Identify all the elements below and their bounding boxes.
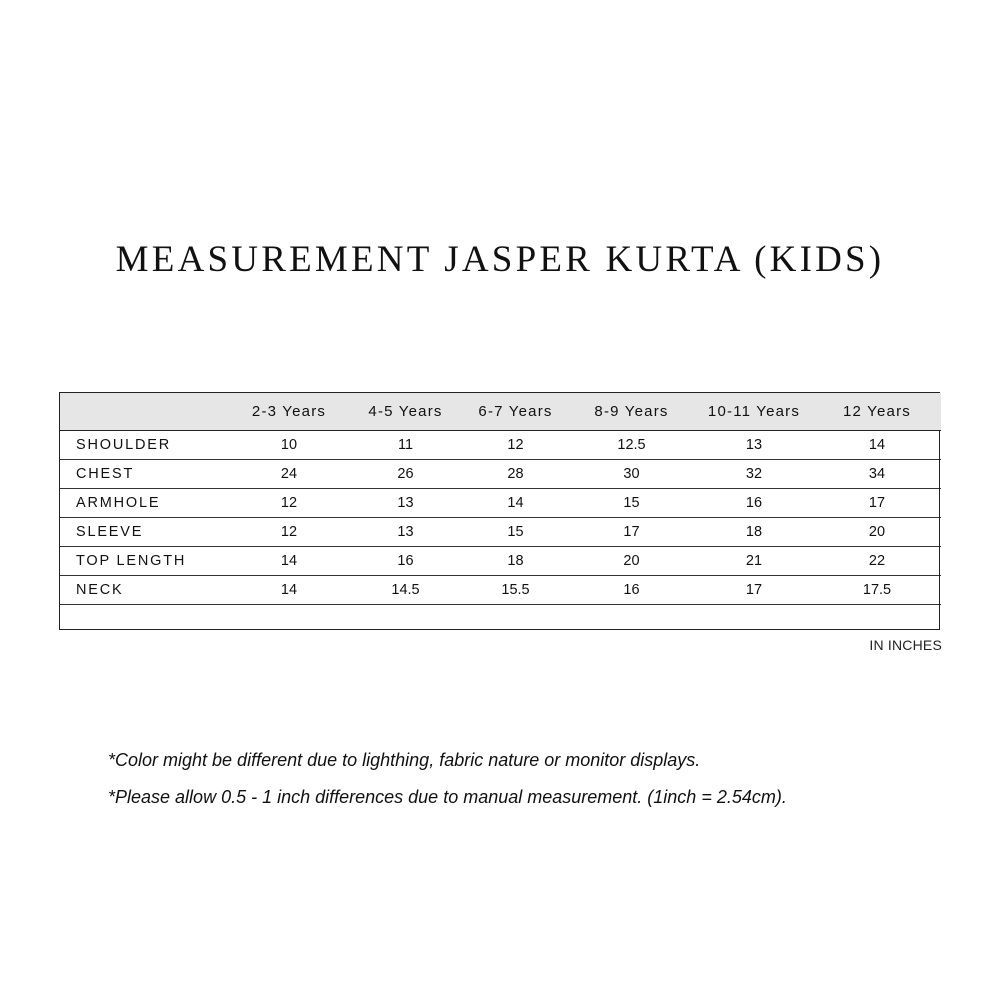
table-cell-empty: [813, 604, 941, 633]
table-cell-empty: [348, 604, 463, 633]
table-cell: 16: [695, 488, 813, 517]
table-cell: 12: [230, 517, 348, 546]
table-row-top-length: [60, 546, 941, 575]
table-cell: 32: [695, 459, 813, 488]
table-cell: 14: [230, 546, 348, 575]
table-cell: 16: [348, 546, 463, 575]
table-cell: 30: [568, 459, 695, 488]
table-cell: 17: [568, 517, 695, 546]
table-cell: 13: [695, 430, 813, 459]
table-cell: 16: [568, 575, 695, 604]
row-label: SHOULDER: [60, 430, 230, 459]
table-cell: 22: [813, 546, 941, 575]
size-chart-table: [59, 392, 940, 630]
row-label: ARMHOLE: [60, 488, 230, 517]
table-row-chest: [60, 459, 941, 488]
table-cell: 34: [813, 459, 941, 488]
table-row-empty: [60, 604, 941, 633]
column-header: 12 Years: [813, 393, 941, 430]
row-label: TOP LENGTH: [60, 546, 230, 575]
table-cell: 26: [348, 459, 463, 488]
table-cell: 12: [463, 430, 568, 459]
table-cell: 12.5: [568, 430, 695, 459]
table-cell: 14: [463, 488, 568, 517]
page-title: MEASUREMENT JASPER KURTA (KIDS): [115, 239, 885, 280]
table-cell-empty: [463, 604, 568, 633]
measurement-disclaimer: *Please allow 0.5 - 1 inch differences due to manual measurement. (1inch = 2.54cm).: [108, 787, 787, 807]
table-cell: 10: [230, 430, 348, 459]
table-row-sleeve: [60, 517, 941, 546]
table-cell: 17: [813, 488, 941, 517]
column-header: 4-5 Years: [348, 393, 463, 430]
table-cell: 14: [230, 575, 348, 604]
table-cell: 20: [813, 517, 941, 546]
table-cell: 14.5: [348, 575, 463, 604]
table-cell: 18: [463, 546, 568, 575]
table-cell: 21: [695, 546, 813, 575]
table-cell: 15.5: [463, 575, 568, 604]
table-cell: 11: [348, 430, 463, 459]
table-cell: 14: [813, 430, 941, 459]
header-blank-cell: [60, 393, 230, 430]
column-header: 8-9 Years: [568, 393, 695, 430]
table-cell: 13: [348, 517, 463, 546]
units-label: IN INCHES: [869, 637, 942, 653]
table-cell-empty: [230, 604, 348, 633]
table-cell: 15: [463, 517, 568, 546]
table-cell: 18: [695, 517, 813, 546]
table-cell: 15: [568, 488, 695, 517]
table-cell-empty: [568, 604, 695, 633]
table-cell: 28: [463, 459, 568, 488]
row-label: CHEST: [60, 459, 230, 488]
table-cell-empty: [60, 604, 230, 633]
table-row-shoulder: [60, 430, 941, 459]
row-label: NECK: [60, 575, 230, 604]
table-cell: 12: [230, 488, 348, 517]
column-header: 10-11 Years: [695, 393, 813, 430]
column-header: 6-7 Years: [463, 393, 568, 430]
table-cell: 20: [568, 546, 695, 575]
row-label: SLEEVE: [60, 517, 230, 546]
color-disclaimer: *Color might be different due to lighthing, fabric nature or monitor displays.: [108, 750, 701, 770]
table-cell: 13: [348, 488, 463, 517]
table-cell: 17: [695, 575, 813, 604]
table-header-row: [60, 393, 941, 430]
table-cell-empty: [695, 604, 813, 633]
table-cell: 17.5: [813, 575, 941, 604]
table-row-armhole: [60, 488, 941, 517]
table-cell: 24: [230, 459, 348, 488]
table-row-neck: [60, 575, 941, 604]
column-header: 2-3 Years: [230, 393, 348, 430]
